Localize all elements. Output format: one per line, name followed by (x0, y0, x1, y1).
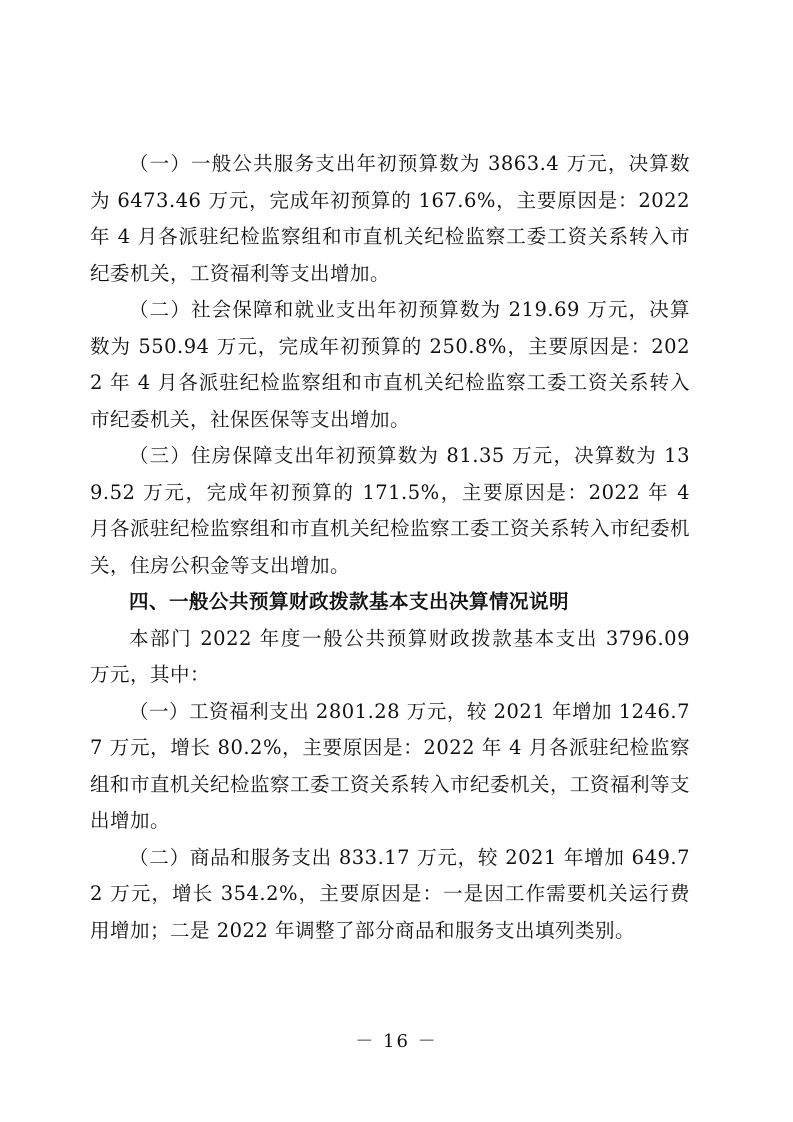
paragraph-general-public-services: （一）一般公共服务支出年初预算数为 3863.4 万元，决算数为 6473.46 万元，完成年初预算的 167.6%，主要原因是：2022 年 4 月各派驻纪检监察组和市直机关纪检监察工委工资关系转入市纪委机关，工资福利等支出增加。 (90, 152, 690, 285)
section-heading: 四、一般公共预算财政拨款基本支出决算情况说明 (129, 590, 570, 613)
paragraph-housing-security: （三）住房保障支出年初预算数为 81.35 万元，决算数为 139.52 万元，完成年初预算的 171.5%，主要原因是：2022 年 4 月各派驻纪检监察组和市直机关纪检监察工委工资关系转入市纪委机关，住房公积金等支出增加。 (90, 444, 691, 577)
paragraph-social-security: （二）社会保障和就业支出年初预算数为 219.69 万元，决算数为 550.94 万元，完成年初预算的 250.8%，主要原因是：2022 年 4 月各派驻纪检监察组和市直机关纪检监察工委工资关系转入市纪委机关，社保医保等支出增加。 (90, 298, 690, 431)
paragraph-wages-welfare: （一）工资福利支出 2801.28 万元，较 2021 年增加 1246.77 万元，增长 80.2%，主要原因是：2022 年 4 月各派驻纪检监察组和市直机关纪检监察工委工资关系转入市纪委机关，工资福利等支出增加。 (90, 699, 691, 832)
paragraph-goods-services: （二）商品和服务支出 833.17 万元，较 2021 年增加 649.72 万元，增长 354.2%，主要原因是：一是因工作需要机关运行费用增加；二是 2022 年调整了部分商品和服务支出填列类别。 (90, 845, 690, 942)
document-body (90, 146, 690, 949)
paragraph-basic-expenditure-summary: 本部门 2022 年度一般公共预算财政拨款基本支出 3796.09 万元，其中： (90, 626, 690, 686)
page-number: － 16 － (355, 1031, 438, 1052)
